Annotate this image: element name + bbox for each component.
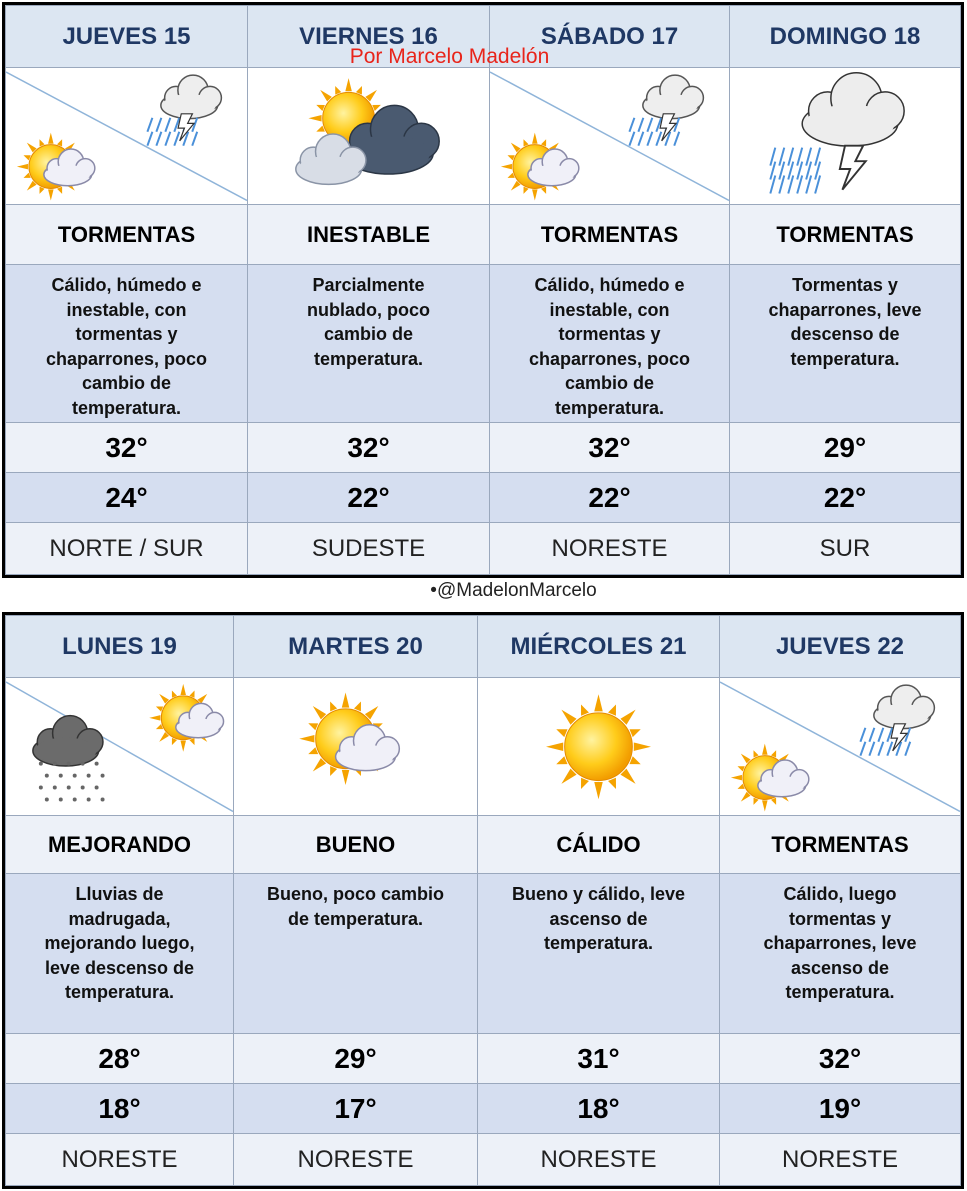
day-header: DOMINGO 18: [730, 6, 961, 68]
description-line: temperatura.: [543, 933, 654, 954]
rain-then-sun-cloud-icon: [6, 678, 234, 816]
description-line: chaparrones, leve: [768, 299, 922, 320]
day-header: VIERNES 16: [248, 6, 490, 68]
wind-direction: NORESTE: [6, 1134, 234, 1186]
max-temperature: 32°: [490, 423, 730, 473]
description-line: cambio de: [81, 373, 172, 394]
condition-label: TORMENTAS: [720, 816, 961, 874]
description-line: leve descenso de: [44, 957, 195, 978]
description-line: Cálido, luego: [783, 884, 897, 905]
description-line: tormentas y: [558, 324, 661, 345]
wind-direction: SUR: [730, 523, 961, 575]
wind-direction: NORESTE: [490, 523, 730, 575]
description-line: Tormentas y: [792, 275, 898, 296]
description-line: nublado, poco: [307, 299, 430, 320]
description-line: Parcialmente: [312, 275, 425, 296]
sun-cloud-then-storm-icon: [720, 678, 961, 816]
sun-cloud-icon: [234, 678, 478, 816]
min-temperature: 22°: [248, 473, 490, 523]
wind-direction: NORESTE: [720, 1134, 961, 1186]
day-header: SÁBADO 17: [490, 6, 730, 68]
min-temperature: 22°: [730, 473, 961, 523]
description-line: chaparrones, poco: [45, 348, 208, 369]
description: [6, 265, 248, 423]
sun-cloud-then-storm-icon: [6, 68, 248, 205]
wind-direction: SUDESTE: [248, 523, 490, 575]
description-line: descenso de: [790, 324, 900, 345]
condition-label: TORMENTAS: [490, 205, 730, 265]
max-temperature: 29°: [730, 423, 961, 473]
forecast-table-week2: [5, 615, 961, 1186]
max-temperature: 31°: [478, 1034, 720, 1084]
condition-label: INESTABLE: [248, 205, 490, 265]
description-line: madrugada,: [68, 908, 171, 929]
weather-illustration: [478, 678, 719, 815]
weather-illustration: [730, 68, 960, 204]
description-line: inestable, con: [66, 299, 187, 320]
description-line: inestable, con: [549, 299, 670, 320]
description-line: Bueno, poco cambio: [266, 884, 444, 905]
max-temperature: 32°: [6, 423, 248, 473]
description: [720, 874, 961, 1034]
wind-direction: NORTE / SUR: [6, 523, 248, 575]
author-credit: Por Marcelo Madelón: [349, 45, 550, 68]
wind-direction: NORESTE: [234, 1134, 478, 1186]
description-line: de temperatura.: [287, 908, 424, 929]
storm-cloud-icon: [730, 68, 961, 205]
day-header: LUNES 19: [6, 616, 234, 678]
sun-behind-dark-clouds-icon: [248, 68, 490, 205]
description-line: temperatura.: [64, 982, 175, 1003]
description-line: chaparrones, poco: [528, 348, 691, 369]
day-header: JUEVES 15: [6, 6, 248, 68]
day-header: JUEVES 22: [720, 616, 961, 678]
description: [478, 874, 720, 1034]
max-temperature: 32°: [248, 423, 490, 473]
condition-label: TORMENTAS: [730, 205, 961, 265]
description-line: temperatura.: [313, 348, 424, 369]
condition-label: CÁLIDO: [478, 816, 720, 874]
description-line: mejorando luego,: [44, 933, 195, 954]
description-line: temperatura.: [790, 348, 900, 369]
description-line: tormentas y: [75, 324, 178, 345]
description-line: temperatura.: [71, 397, 182, 418]
description: [730, 265, 961, 423]
description-line: cambio de: [323, 324, 414, 345]
description: [490, 265, 730, 423]
day-header: MARTES 20: [234, 616, 478, 678]
description: [234, 874, 478, 1034]
description-line: temperatura.: [554, 397, 665, 418]
social-handle: •@MadelonMarcelo: [430, 580, 597, 601]
description-line: ascenso de: [549, 908, 648, 929]
condition-label: BUENO: [234, 816, 478, 874]
min-temperature: 17°: [234, 1084, 478, 1134]
min-temperature: 22°: [490, 473, 730, 523]
description-line: Cálido, húmedo e: [534, 275, 685, 296]
max-temperature: 28°: [6, 1034, 234, 1084]
description-line: cambio de: [564, 373, 655, 394]
description: [248, 265, 490, 423]
weather-illustration: [720, 678, 960, 815]
min-temperature: 18°: [6, 1084, 234, 1134]
max-temperature: 29°: [234, 1034, 478, 1084]
forecast-panel-week2: [2, 612, 964, 1189]
description-line: chaparrones, leve: [763, 933, 917, 954]
sun-cloud-then-storm-icon: [490, 68, 730, 205]
description-line: Bueno y cálido, leve: [511, 884, 686, 905]
sun-icon: [478, 678, 720, 816]
description-line: tormentas y: [788, 908, 892, 929]
condition-label: TORMENTAS: [6, 205, 248, 265]
weather-illustration: [234, 678, 477, 815]
forecast-panel-week1: [2, 2, 964, 578]
weather-illustration: [6, 68, 247, 204]
description: [6, 874, 234, 1034]
weather-illustration: [6, 678, 233, 815]
forecast-table-week1: [5, 5, 961, 575]
weather-illustration: [248, 68, 489, 204]
description-line: Cálido, húmedo e: [51, 275, 202, 296]
max-temperature: 32°: [720, 1034, 961, 1084]
condition-label: MEJORANDO: [6, 816, 234, 874]
day-header: MIÉRCOLES 21: [478, 616, 720, 678]
min-temperature: 18°: [478, 1084, 720, 1134]
description-line: ascenso de: [790, 957, 890, 978]
description-line: Lluvias de: [75, 884, 164, 905]
min-temperature: 19°: [720, 1084, 961, 1134]
wind-direction: NORESTE: [478, 1134, 720, 1186]
description-line: temperatura.: [785, 982, 895, 1003]
weather-illustration: [490, 68, 729, 204]
min-temperature: 24°: [6, 473, 248, 523]
